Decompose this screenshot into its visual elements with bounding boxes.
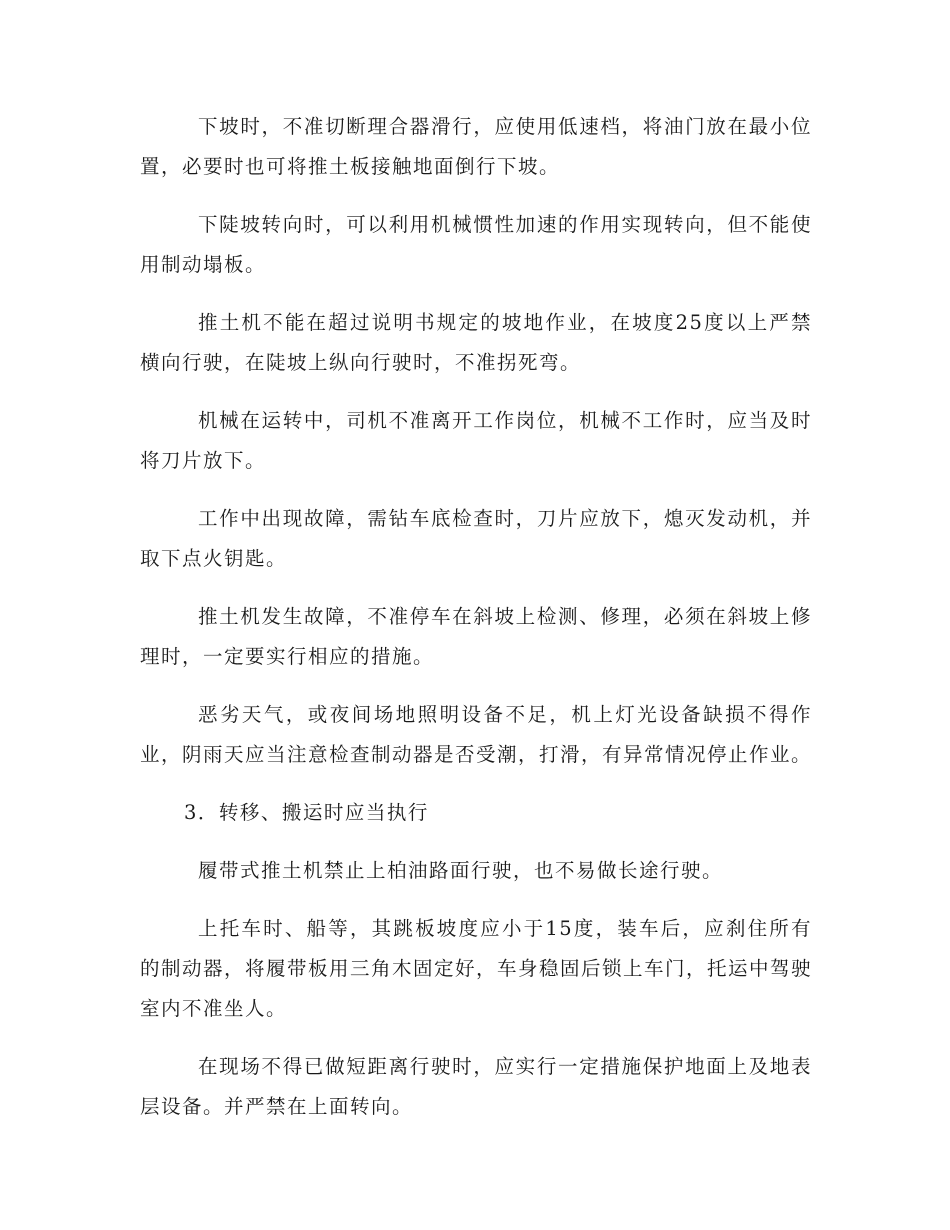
paragraph-short-travel: 在现场不得已做短距离行驶时，应实行一定措施保护地面上及地表层设备。并严禁在上面转向。	[140, 1055, 812, 1118]
paragraph-operator-duty: 机械在运转中，司机不准离开工作岗位，机械不工作时，应当及时将刀片放下。	[140, 409, 812, 472]
document-body	[140, 107, 812, 1145]
section-heading-transport: 3．转移、搬运时应当执行	[184, 801, 429, 824]
paragraph-slope-limit: 推土机不能在超过说明书规定的坡地作业，在坡度25度以上严禁横向行驶，在陡坡上纵向行驶时，不准拐死弯。	[140, 311, 812, 374]
paragraph-loading-trailer: 上托车时、船等，其跳板坡度应小于15度，装车后，应刹住所有的制动器，将履带板用三角木固定好，车身稳固后锁上车门，托运中驾驶室内不准坐人。	[140, 917, 813, 1020]
paragraph-asphalt-road: 履带式推土机禁止上柏油路面行驶，也不易做长途行驶。	[198, 859, 724, 882]
paragraph-steep-turn: 下陡坡转向时，可以利用机械惯性加速的作用实现转向，但不能使用制动塌板。	[140, 213, 812, 276]
paragraph-bad-weather: 恶劣天气，或夜间场地照明设备不足，机上灯光设备缺损不得作业，阴雨天应当注意检查制动器是否受潮，打滑，有异常情况停止作业。	[140, 703, 813, 766]
paragraph-fault-inspection: 工作中出现故障，需钻车底检查时，刀片应放下，熄灭发动机，并取下点火钥匙。	[140, 507, 812, 570]
paragraph-slope-repair: 推土机发生故障，不准停车在斜坡上检测、修理，必须在斜坡上修理时，一定要实行相应的措施。	[140, 605, 812, 668]
paragraph-downhill: 下坡时，不准切断理合器滑行，应使用低速档，将油门放在最小位置，必要时也可将推土板接触地面倒行下坡。	[140, 115, 812, 178]
